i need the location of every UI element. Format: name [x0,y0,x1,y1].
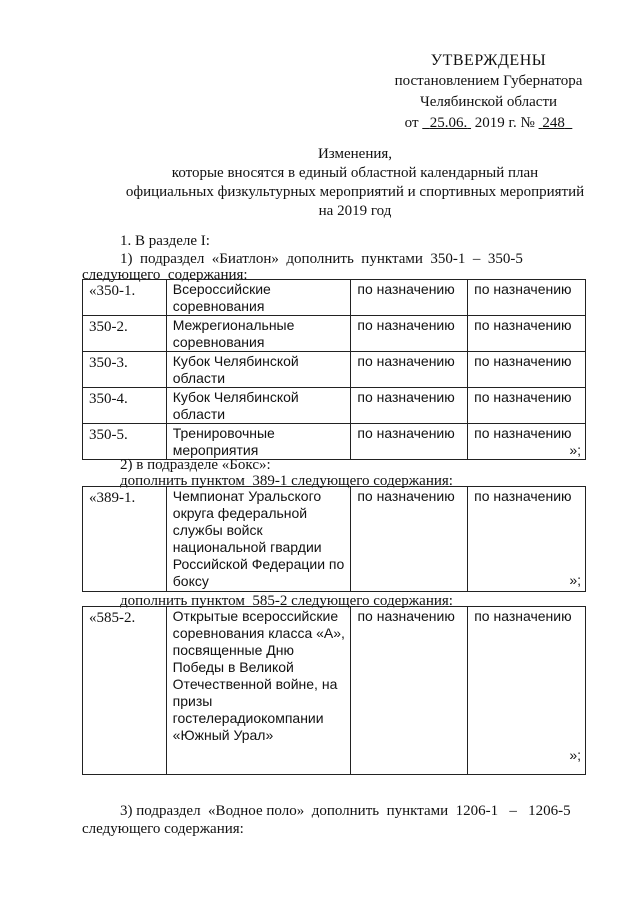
approval-date: 25.06. [429,115,468,131]
row-place-text: по назначению [474,608,572,624]
table-row [83,352,586,388]
approval-number: 248 [542,115,565,131]
row-place: по назначению [468,316,586,352]
approval-prefix: от [404,115,419,131]
row-place: по назначению [468,352,586,388]
row-place: по назначению [468,388,586,424]
approval-line1: постановлением Губернатора [394,73,583,89]
row-event-name: Открытые всероссийские соревнования класса «А», посвященные Дню Победы в Великой Отечественной войне, на призы гостелерадиокомпании «Южный Урал» [166,607,351,775]
approval-heading: УТВЕРЖДЕНЫ [430,52,547,69]
row-place-text: по назначению [474,425,572,441]
row-number: 350-4. [83,388,167,424]
row-number: 350-3. [83,352,167,388]
item1-line2: следующего содержания: [82,267,248,283]
row-event-name: Тренировочные мероприятия [166,424,351,460]
row-event-name: Всероссийские соревнования [166,280,351,316]
table-row [83,424,586,460]
approval-date-line [386,113,591,134]
row-place: по назначению [468,280,586,316]
table-biathlon [82,279,586,460]
row-number: 350-2. [83,316,167,352]
row-number: «585-2. [83,607,167,775]
title-line4: на 2019 год [318,203,392,219]
item1-line1: 1) подраздел «Биатлон» дополнить пунктами 350-1 – 350-5 [120,251,523,267]
table-row [83,316,586,352]
item2-line1: 2) в подразделе «Бокс»: [120,457,271,473]
row-place [468,424,586,460]
document-title [80,145,630,221]
row-event-name: Чемпионат Уральского округа федеральной службы войск национальной гвардии Российской Федерации по боксу [166,487,351,592]
approval-block [386,50,591,134]
approval-line2: Челябинской области [419,94,558,110]
row-place [468,607,586,775]
item3-line2: следующего содержания: [82,821,244,837]
row-date: по назначению [351,352,468,388]
row-date: по назначению [351,424,468,460]
item2b-line: дополнить пунктом 585-2 следующего содержания: [120,593,453,609]
row-date: по назначению [351,388,468,424]
row-event-name: Кубок Челябинской области [166,388,351,424]
row-date: по назначению [351,280,468,316]
row-date: по назначению [351,316,468,352]
section-intro: 1. В разделе I: [120,233,210,249]
title-line3: официальных физкультурных мероприятий и спортивных мероприятий [125,184,585,200]
row-number: «389-1. [83,487,167,592]
item2-line2: дополнить пунктом 389-1 следующего содержания: [120,473,453,489]
table-event-585 [82,606,586,775]
title-line2: которые вносятся в единый областной календарный план [171,165,539,181]
row-number: «350-1. [83,280,167,316]
table-row [83,280,586,316]
title-line1: Изменения, [317,146,393,162]
row-number: 350-5. [83,424,167,460]
table-row [83,388,586,424]
row-date: по назначению [351,487,468,592]
closing-quote: »; [569,442,581,458]
row-event-name: Межрегиональные соревнования [166,316,351,352]
table-row [83,487,586,592]
approval-year: 2019 г. № [474,115,535,131]
row-place-text: по назначению [474,488,572,504]
table-boxing [82,486,586,592]
item3-line1: 3) подраздел «Водное поло» дополнить пунктами 1206-1 – 1206-5 [120,803,571,819]
closing-quote: »; [569,572,581,588]
row-event-name: Кубок Челябинской области [166,352,351,388]
row-place [468,487,586,592]
table-row [83,607,586,775]
row-date: по назначению [351,607,468,775]
closing-quote: »; [569,747,581,763]
